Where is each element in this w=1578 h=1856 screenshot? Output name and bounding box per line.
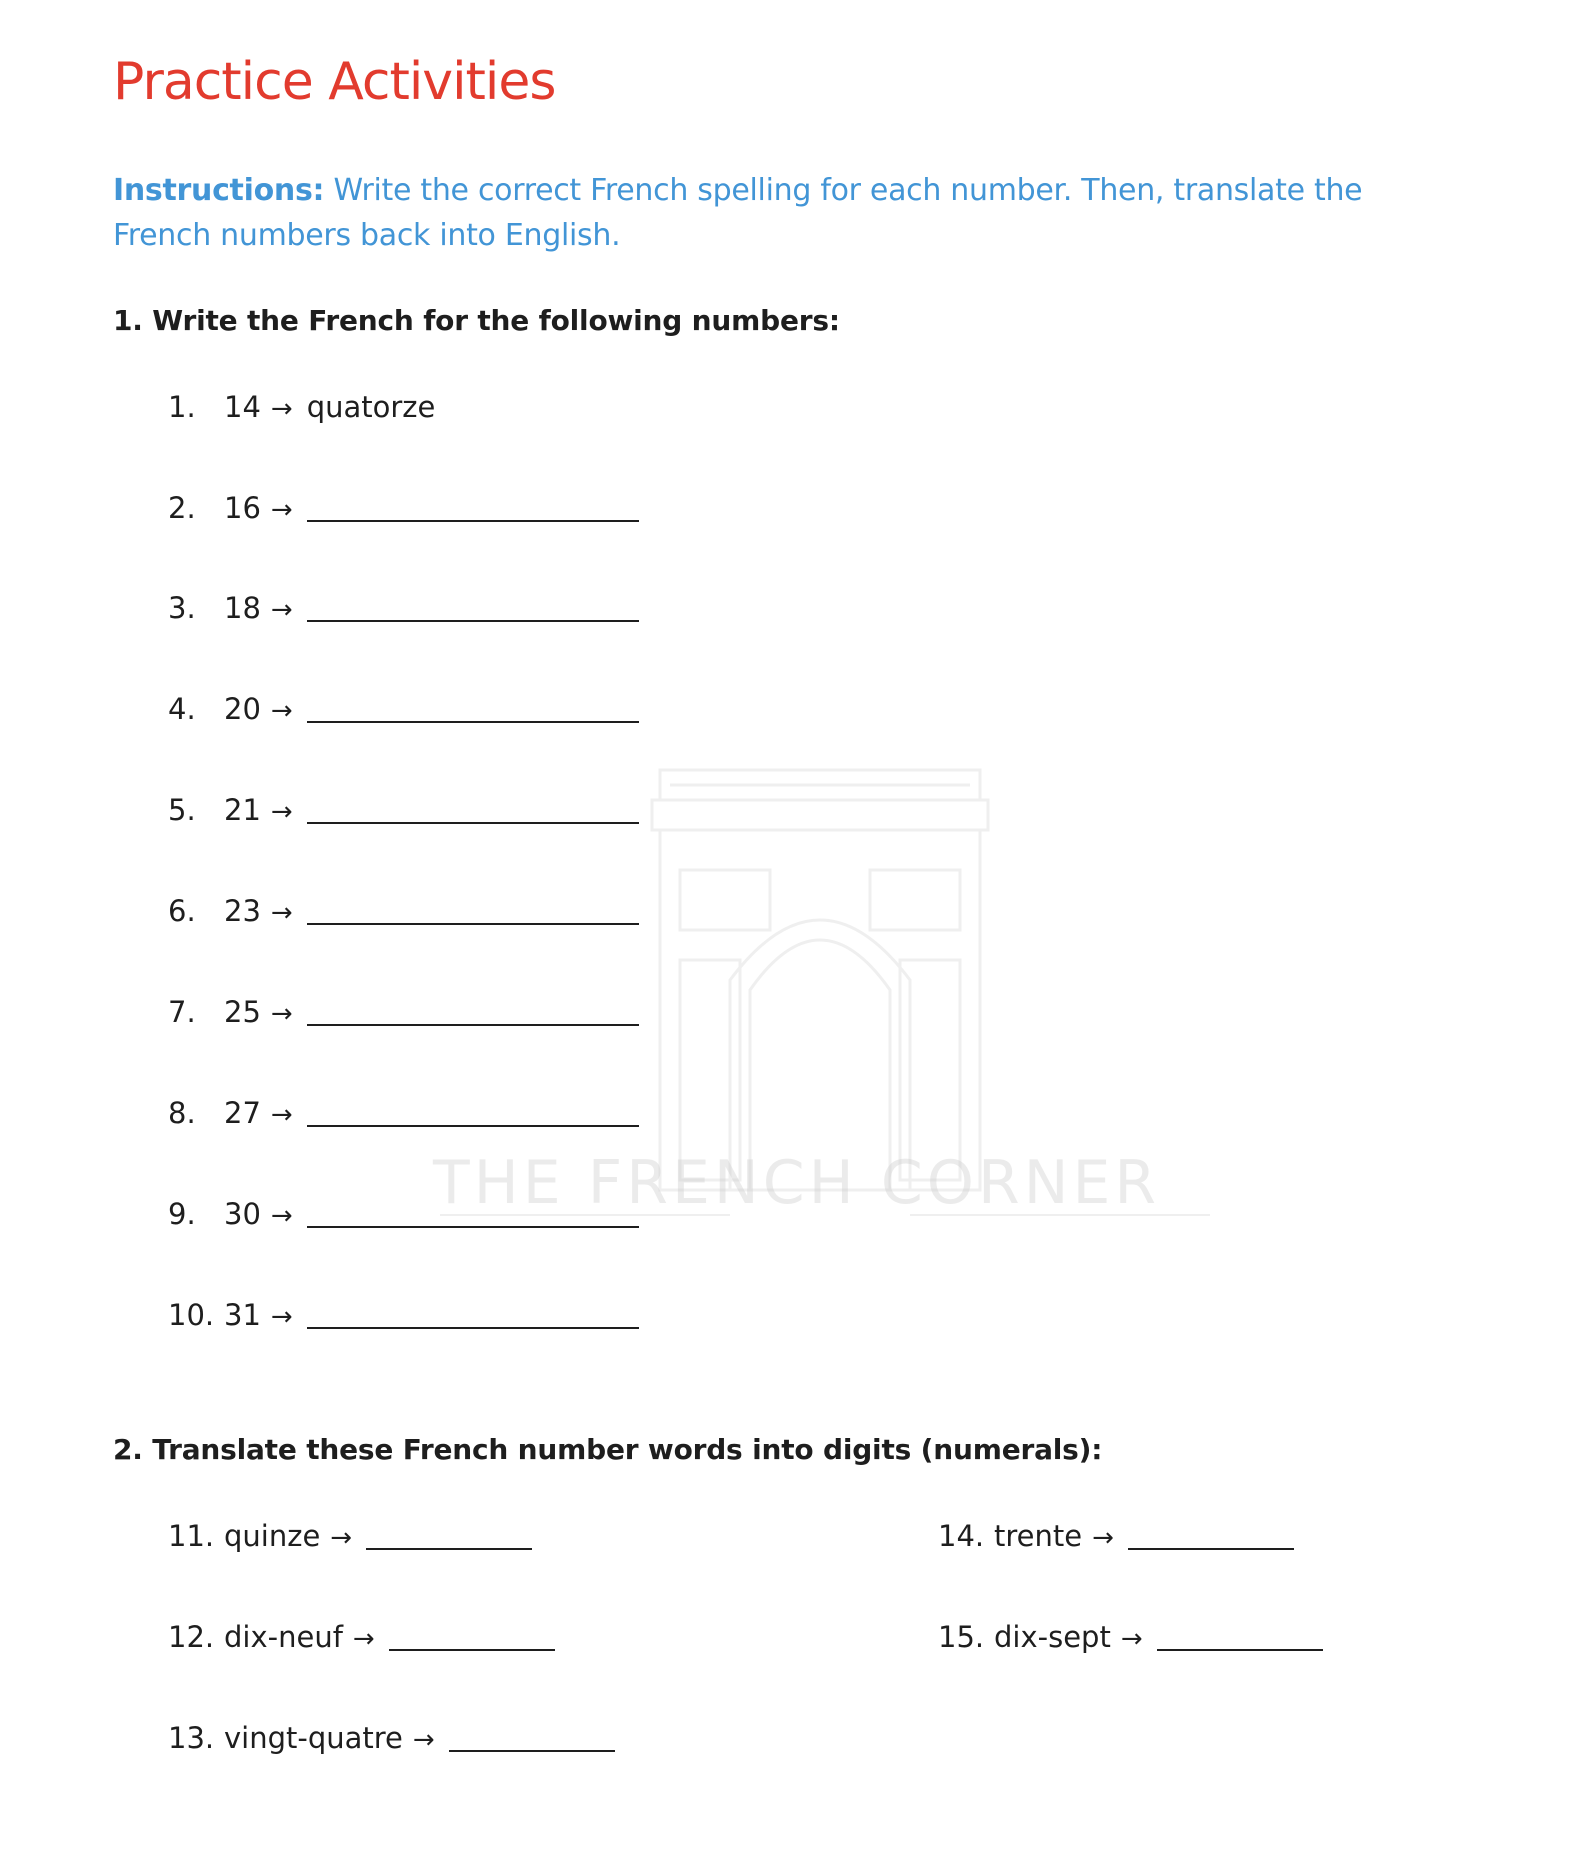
item-index: 14. <box>938 1519 985 1553</box>
answer-blank[interactable] <box>307 721 639 723</box>
item-prompt: 25 <box>224 995 261 1029</box>
list-item <box>168 994 639 1032</box>
page-title: Practice Activities <box>113 52 556 112</box>
list-item <box>168 1095 639 1133</box>
answer-blank[interactable] <box>307 620 639 622</box>
arrow-icon: → <box>1092 1523 1114 1553</box>
answer-blank[interactable] <box>1157 1649 1323 1651</box>
item-index: 4. <box>168 692 196 726</box>
arrow-icon: → <box>1120 1624 1143 1654</box>
list-item <box>168 590 639 628</box>
instructions <box>113 168 1453 258</box>
list-item <box>168 691 639 729</box>
item-prompt: 30 <box>224 1197 261 1231</box>
item-prompt: 18 <box>224 591 261 625</box>
arrow-icon: → <box>270 1201 293 1231</box>
item-index: 7. <box>168 995 196 1029</box>
answer-blank[interactable] <box>307 923 639 925</box>
arrow-icon: → <box>270 595 293 625</box>
list-item <box>168 490 639 528</box>
item-index: 8. <box>168 1096 196 1130</box>
item-prompt: dix-sept <box>994 1620 1111 1654</box>
item-index: 10. <box>168 1298 215 1332</box>
item-prompt: quinze <box>224 1519 321 1553</box>
section-2-title: 2. Translate these French number words into digits (numerals): <box>113 1433 1103 1466</box>
answer-blank[interactable] <box>307 1327 639 1329</box>
item-index: 15. <box>938 1620 985 1654</box>
list-item <box>168 1518 532 1556</box>
item-index: 11. <box>168 1519 215 1553</box>
item-index: 9. <box>168 1197 196 1231</box>
answer-text: quatorze <box>306 390 436 424</box>
list-item <box>168 1619 555 1657</box>
arrow-icon: → <box>330 1523 353 1553</box>
item-prompt: trente <box>994 1519 1083 1553</box>
arrow-icon: → <box>270 696 293 726</box>
list-item <box>168 1720 615 1758</box>
section-1-title: 1. Write the French for the following numbers: <box>113 304 840 337</box>
arrow-icon: → <box>270 797 293 827</box>
item-prompt: 21 <box>224 793 261 827</box>
arrow-icon: → <box>270 1100 293 1130</box>
item-prompt: 20 <box>224 692 261 726</box>
watermark-text: THE FRENCH CORNER <box>433 1148 1161 1218</box>
arrow-icon: → <box>270 394 293 424</box>
arrow-icon: → <box>412 1725 435 1755</box>
item-index: 6. <box>168 894 196 928</box>
answer-blank[interactable] <box>389 1649 555 1651</box>
instructions-text: Write the correct French spelling for each number. Then, translate the French numbers back into English. <box>113 173 1363 253</box>
arrow-icon: → <box>270 898 293 928</box>
arrow-icon: → <box>270 495 293 525</box>
list-item <box>938 1619 1323 1657</box>
list-item <box>168 893 639 931</box>
item-index: 3. <box>168 591 196 625</box>
arrow-icon: → <box>352 1624 375 1654</box>
answer-blank[interactable] <box>1128 1548 1294 1550</box>
item-index: 12. <box>168 1620 215 1654</box>
item-prompt: 16 <box>224 491 261 525</box>
answer-blank[interactable] <box>307 1024 639 1026</box>
item-index: 13. <box>168 1721 215 1755</box>
list-item <box>938 1518 1294 1556</box>
answer-blank[interactable] <box>307 822 639 824</box>
list-item <box>168 1196 639 1234</box>
answer-blank[interactable] <box>307 520 639 522</box>
item-index: 2. <box>168 491 196 525</box>
item-prompt: 31 <box>224 1298 261 1332</box>
arrow-icon: → <box>270 999 293 1029</box>
item-prompt: 27 <box>224 1096 261 1130</box>
item-prompt: vingt-quatre <box>224 1721 403 1755</box>
instructions-label: Instructions: <box>113 173 325 208</box>
item-prompt: 23 <box>224 894 261 928</box>
list-item <box>168 792 639 830</box>
item-prompt: 14 <box>224 390 261 424</box>
list-item <box>168 1297 639 1335</box>
item-index: 1. <box>168 390 196 424</box>
answer-blank[interactable] <box>449 1750 615 1752</box>
item-index: 5. <box>168 793 196 827</box>
answer-blank[interactable] <box>307 1125 639 1127</box>
arrow-icon: → <box>270 1302 293 1332</box>
item-prompt: dix-neuf <box>224 1620 343 1654</box>
answer-blank[interactable] <box>307 1226 639 1228</box>
list-item <box>168 389 435 427</box>
answer-blank[interactable] <box>366 1548 532 1550</box>
